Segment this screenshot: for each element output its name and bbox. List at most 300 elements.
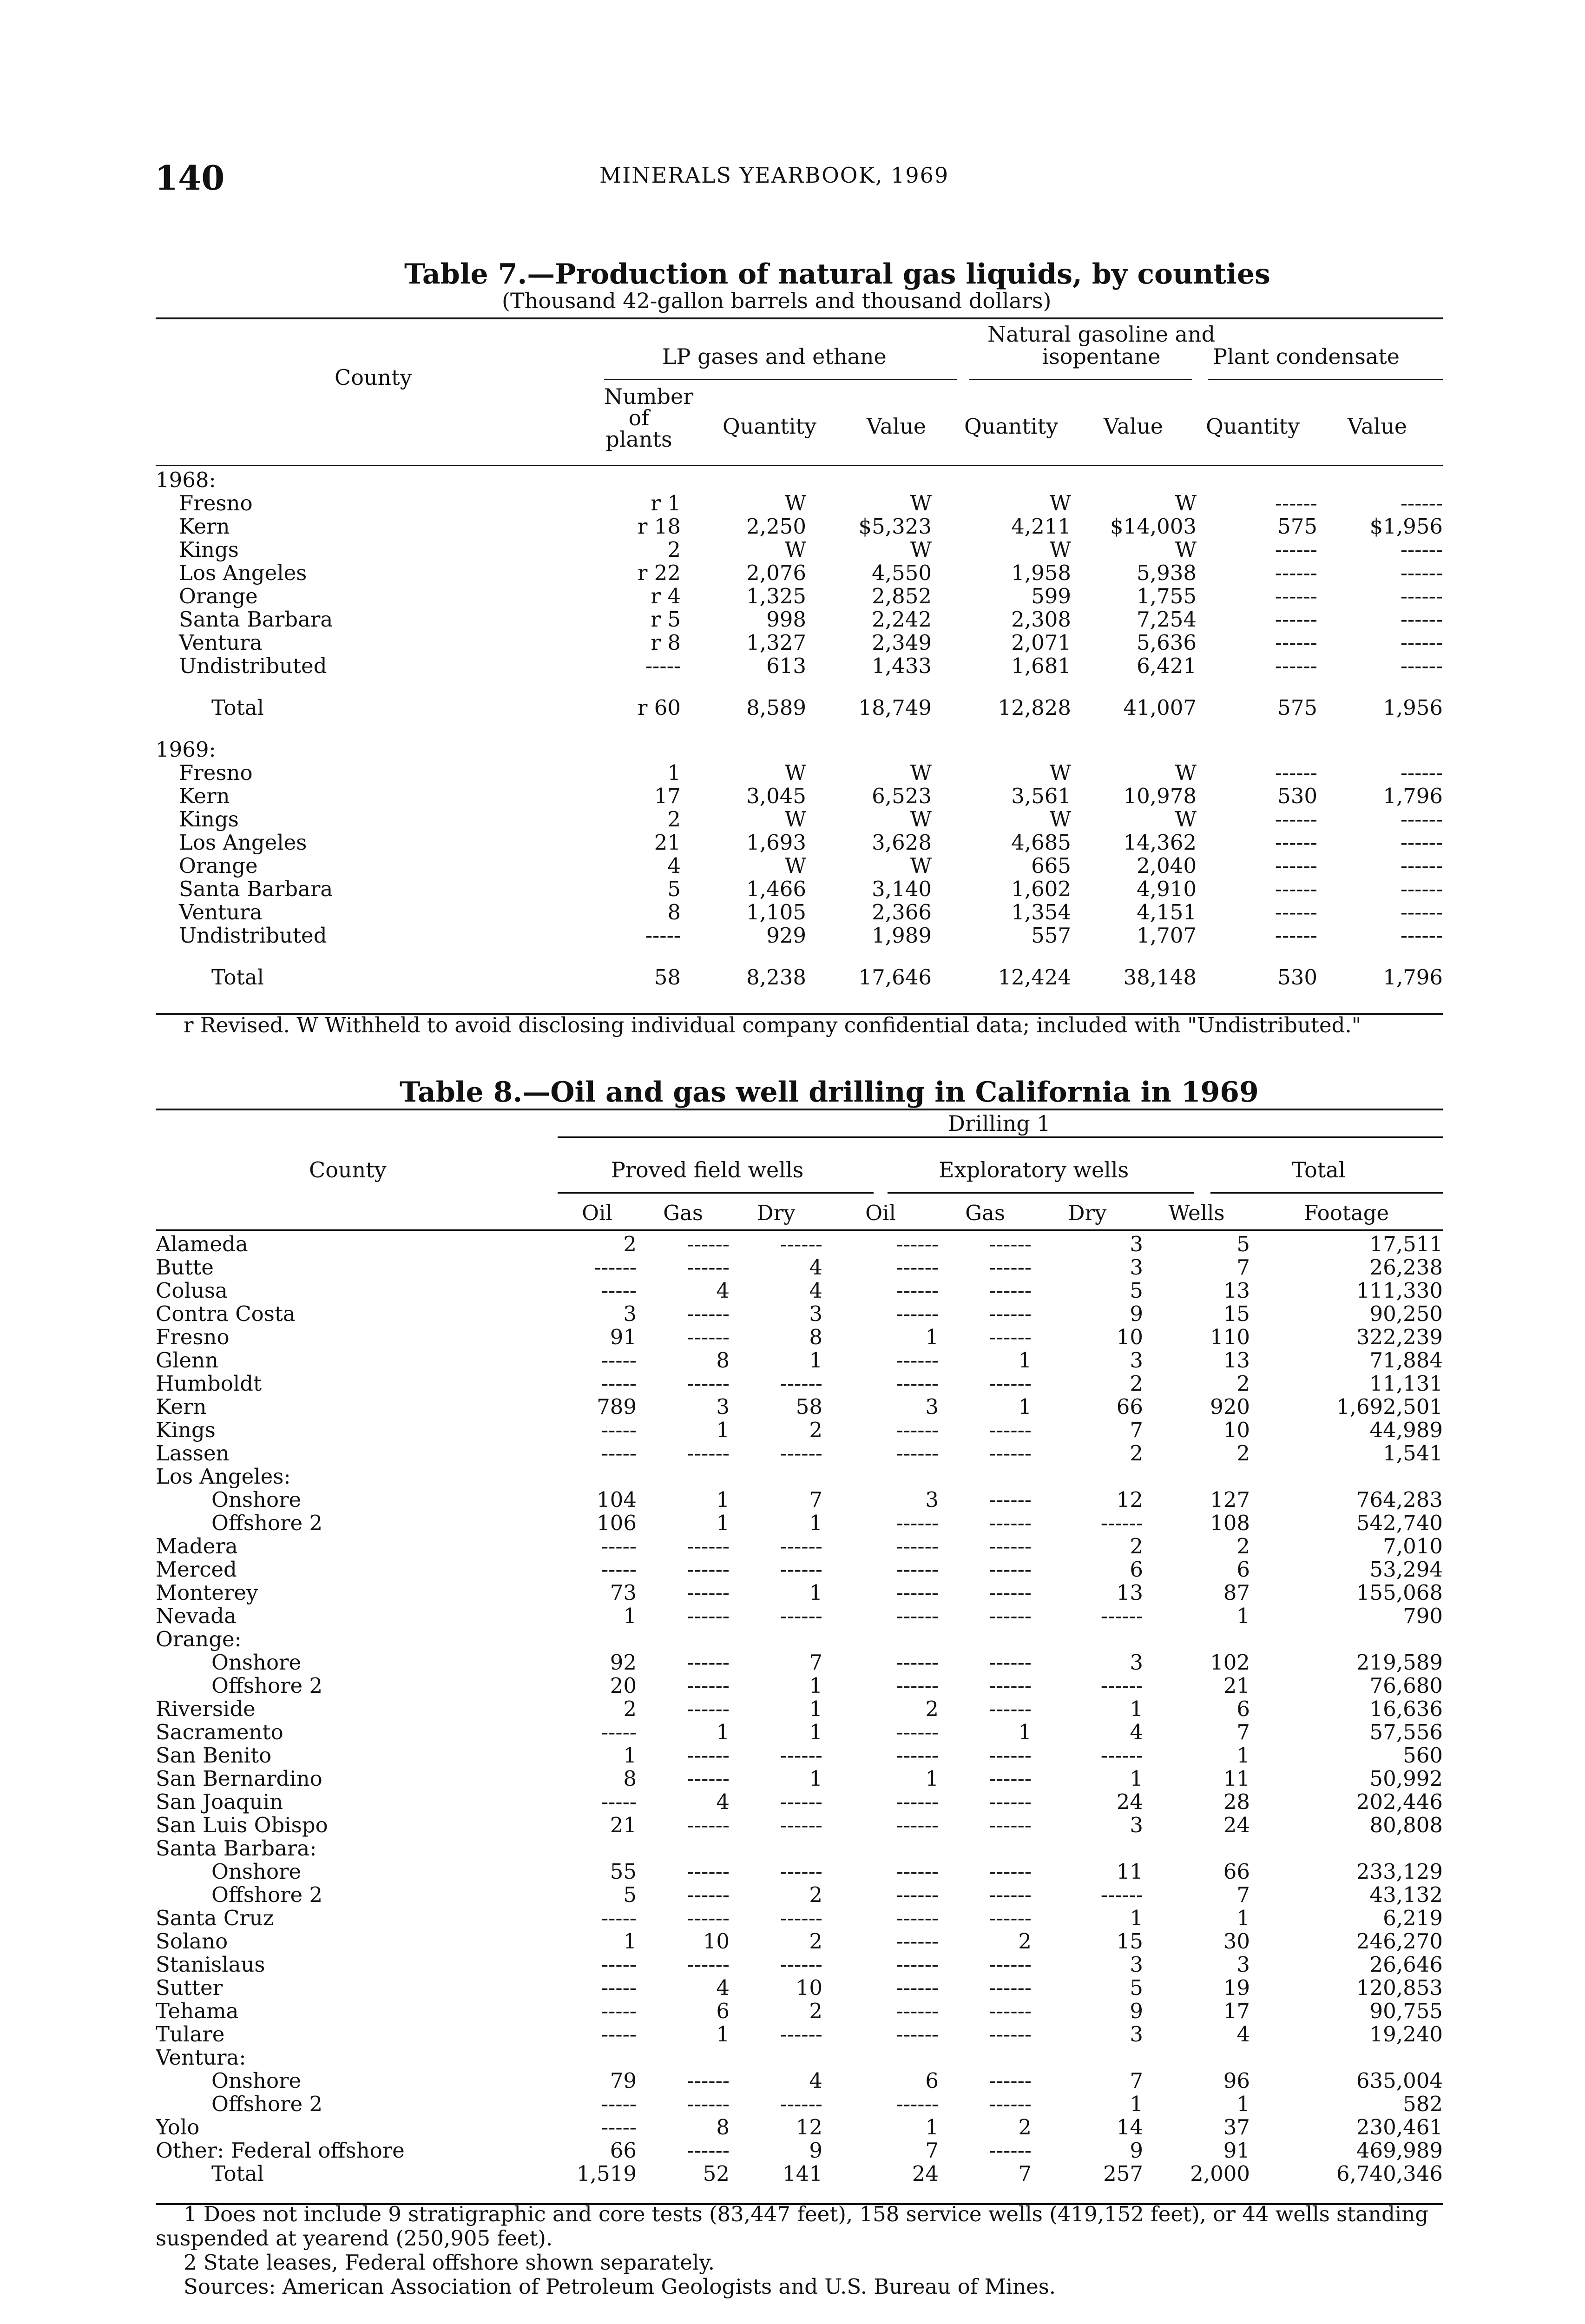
cell-lpv: 2,349 <box>872 631 932 654</box>
cell-wells: 10 <box>1223 1419 1250 1442</box>
table7-ng-rule <box>969 379 1192 380</box>
cell-plants: 1 <box>667 761 681 785</box>
cell-pcq: ------ <box>1275 761 1317 785</box>
county-name: Onshore <box>211 1488 302 1512</box>
cell-pd: 9 <box>809 2139 822 2162</box>
cell-pd: ------ <box>780 2023 822 2046</box>
cell-wells: 19 <box>1223 1976 1250 2000</box>
cell-pd: 1 <box>809 1767 822 1790</box>
table7-body <box>156 469 1443 989</box>
cell-ngq: W <box>1049 538 1071 561</box>
cell-eo: 6 <box>925 2069 939 2093</box>
table-row <box>156 2139 1443 2162</box>
cell-footage: 53,294 <box>1369 1558 1443 1581</box>
cell-eo <box>822 1628 939 1651</box>
cell-pcv: ------ <box>1400 538 1443 561</box>
cell-ed: ------ <box>1100 1604 1143 1628</box>
cell-footage: 26,238 <box>1369 1256 1443 1279</box>
cell-footage: 635,004 <box>1356 2069 1443 2093</box>
cell-footage: 120,853 <box>1356 1976 1443 2000</box>
county-name: Kings <box>179 808 239 831</box>
cell-lpv: $5,323 <box>858 515 932 538</box>
table-row <box>156 1349 1443 1372</box>
cell-eo: ------ <box>896 1883 939 1907</box>
county-name: Onshore <box>211 1651 302 1674</box>
cell-plants: r 4 <box>651 585 681 608</box>
cell-ed: 1 <box>1130 1697 1143 1721</box>
table-row <box>156 2069 1443 2093</box>
cell-po: ----- <box>601 1419 637 1442</box>
cell-ed: 2 <box>1130 1442 1143 1465</box>
cell-pg: ------ <box>687 1953 730 1976</box>
cell-pg: ------ <box>687 1558 730 1581</box>
table8-footnote-1: 1 Does not include 9 stratigraphic and core tests (83,447 feet), 158 service wells (419,152 feet), or 44 wells standing suspended at yearend (250,905 feet). <box>156 2202 1429 2251</box>
cell-pd: ------ <box>780 1535 822 1558</box>
cell-pd: 58 <box>796 1395 822 1419</box>
cell-ngq: W <box>1049 761 1071 785</box>
cell-wells: 11 <box>1223 1767 1250 1790</box>
total-lpv: 18,749 <box>858 696 932 720</box>
cell-po <box>558 1837 637 1860</box>
table7-sub-quantity-ng: Quantity <box>964 414 1059 439</box>
table8-body <box>156 1233 1443 2185</box>
cell-ngq: 2,071 <box>1011 631 1071 654</box>
cell-wells: 108 <box>1210 1512 1250 1535</box>
cell-pd: 2 <box>809 1419 822 1442</box>
cell-wells: 15 <box>1223 1302 1250 1326</box>
cell-ed: 2 <box>1130 1535 1143 1558</box>
cell-footage: 19,240 <box>1369 2023 1443 2046</box>
cell-ed: 5 <box>1130 1976 1143 2000</box>
cell-lpv: 6,523 <box>872 785 932 808</box>
cell-footage: 43,132 <box>1369 1883 1443 1907</box>
cell-eo: ------ <box>896 1721 939 1744</box>
cell-po: 91 <box>610 1326 637 1349</box>
cell-po: ----- <box>601 1535 637 1558</box>
table7-sub-quantity-lp: Quantity <box>723 414 817 439</box>
county-name: Contra Costa <box>156 1302 296 1326</box>
county-name: Offshore 2 <box>211 1883 323 1907</box>
cell-lpq: W <box>784 808 806 831</box>
county-name: Santa Cruz <box>156 1907 274 1930</box>
cell-po: 2 <box>623 1697 637 1721</box>
cell-po: ----- <box>601 1790 637 1814</box>
cell-footage <box>1250 2046 1443 2069</box>
cell-po: ----- <box>601 1953 637 1976</box>
cell-ed: 11 <box>1116 1860 1143 1883</box>
cell-pg: ------ <box>687 1372 730 1395</box>
cell-eg: ------ <box>989 1326 1032 1349</box>
cell-pg: 4 <box>716 1790 730 1814</box>
cell-wells: 1 <box>1236 2093 1250 2116</box>
table7-year-row <box>156 738 1443 761</box>
total-eg: 7 <box>1018 2162 1032 2185</box>
cell-eg <box>939 1465 1032 1488</box>
table-row <box>156 1697 1443 1721</box>
table7-group-pc: Plant condensate <box>1213 344 1400 369</box>
table-row <box>156 1674 1443 1697</box>
county-name: Tehama <box>156 2000 239 2023</box>
cell-lpv: W <box>910 761 932 785</box>
cell-ed: 13 <box>1116 1581 1143 1604</box>
cell-pg: ------ <box>687 1860 730 1883</box>
cell-pcv: ------ <box>1400 761 1443 785</box>
cell-pg <box>637 2046 730 2069</box>
table8-header <box>156 1202 1443 1225</box>
cell-pg: ------ <box>687 1883 730 1907</box>
cell-lpv: 1,433 <box>872 654 932 678</box>
table8-group-total: Total <box>1292 1157 1346 1182</box>
cell-lpq: 2,076 <box>746 561 806 585</box>
cell-eo: ------ <box>896 1790 939 1814</box>
table-row <box>156 878 1443 901</box>
cell-pd: 10 <box>796 1976 822 2000</box>
cell-pcq: 530 <box>1277 785 1317 808</box>
cell-eo: ------ <box>896 1814 939 1837</box>
cell-ed: ------ <box>1100 1674 1143 1697</box>
cell-lpv: W <box>910 808 932 831</box>
table7-year-row <box>156 469 1443 492</box>
cell-footage: 230,461 <box>1356 2116 1443 2139</box>
cell-plants: 5 <box>667 878 681 901</box>
cell-lpq: 2,250 <box>746 515 806 538</box>
cell-pg: 4 <box>716 1279 730 1302</box>
cell-plants: 4 <box>667 854 681 878</box>
table-row <box>156 1604 1443 1628</box>
cell-footage: 17,511 <box>1369 1233 1443 1256</box>
cell-footage: 790 <box>1403 1604 1443 1628</box>
cell-po: ----- <box>601 1442 637 1465</box>
cell-plants: r 18 <box>637 515 681 538</box>
county-name: Lassen <box>156 1442 230 1465</box>
total-ngq: 12,424 <box>998 966 1071 989</box>
county-name: Offshore 2 <box>211 1512 323 1535</box>
cell-eg: ------ <box>989 1558 1032 1581</box>
cell-lpq: W <box>784 538 806 561</box>
table8-proved-rule <box>558 1192 874 1194</box>
cell-wells: 7 <box>1236 1883 1250 1907</box>
cell-po: ----- <box>601 1279 637 1302</box>
cell-ed: ------ <box>1100 1883 1143 1907</box>
cell-ed: 1 <box>1130 2093 1143 2116</box>
table7-title: Table 7.—Production of natural gas liquids, by counties <box>404 258 1270 290</box>
cell-pg: ------ <box>687 1814 730 1837</box>
cell-ngv: $14,003 <box>1110 515 1197 538</box>
county-name: Fresno <box>156 1326 230 1349</box>
cell-po: ----- <box>601 2023 637 2046</box>
table8-sub-dry-proved: Dry <box>756 1202 796 1225</box>
cell-po: 789 <box>597 1395 637 1419</box>
cell-pcv: ------ <box>1400 924 1443 947</box>
cell-pg: ------ <box>687 1907 730 1930</box>
cell-pd <box>730 1465 822 1488</box>
cell-pd: 7 <box>809 1488 822 1512</box>
cell-pg: ------ <box>687 1604 730 1628</box>
table-row <box>156 1628 1443 1651</box>
cell-eg: ------ <box>989 2023 1032 2046</box>
cell-po: ----- <box>601 2000 637 2023</box>
cell-ed: 5 <box>1130 1279 1143 1302</box>
total-pcq: 530 <box>1277 966 1317 989</box>
county-name: Glenn <box>156 1349 218 1372</box>
cell-pd: ------ <box>780 1744 822 1767</box>
total-lpv: 17,646 <box>858 966 932 989</box>
table8-total-rule <box>1210 1192 1443 1194</box>
cell-pg: ------ <box>687 2093 730 2116</box>
cell-lpq: 1,105 <box>746 901 806 924</box>
table-row <box>156 1953 1443 1976</box>
cell-ngq: 3,561 <box>1011 785 1071 808</box>
cell-eo: ------ <box>896 1651 939 1674</box>
cell-eo: ------ <box>896 1604 939 1628</box>
county-name: Yolo <box>156 2116 200 2139</box>
county-name: Offshore 2 <box>211 2093 323 2116</box>
cell-pg: 6 <box>716 2000 730 2023</box>
cell-wells: 127 <box>1210 1488 1250 1512</box>
table-row <box>156 808 1443 831</box>
cell-eo: ------ <box>896 1512 939 1535</box>
cell-pg: 3 <box>716 1395 730 1419</box>
total-ngq: 12,828 <box>998 696 1071 720</box>
table-row <box>156 492 1443 515</box>
cell-plants: ----- <box>645 924 681 947</box>
cell-wells: 1 <box>1236 1744 1250 1767</box>
cell-footage: 90,755 <box>1369 2000 1443 2023</box>
cell-lpv: 2,242 <box>872 608 932 631</box>
cell-pcq: ------ <box>1275 901 1317 924</box>
cell-pcq: ------ <box>1275 631 1317 654</box>
cell-ed: 10 <box>1116 1326 1143 1349</box>
county-name: Fresno <box>179 761 253 785</box>
total-po: 1,519 <box>577 2162 637 2185</box>
cell-po: 104 <box>597 1488 637 1512</box>
cell-po: 79 <box>610 2069 637 2093</box>
cell-ngq: 1,602 <box>1011 878 1071 901</box>
table-row <box>156 1860 1443 1883</box>
cell-ed: 2 <box>1130 1372 1143 1395</box>
cell-ngv: W <box>1175 538 1197 561</box>
table8-drilling-rule <box>558 1136 1443 1138</box>
cell-footage: 26,646 <box>1369 1953 1443 1976</box>
cell-ed: ------ <box>1100 1744 1143 1767</box>
cell-po: 8 <box>623 1767 637 1790</box>
cell-eo: ------ <box>896 1860 939 1883</box>
table-row <box>156 1814 1443 1837</box>
cell-po: 3 <box>623 1302 637 1326</box>
table-row <box>156 538 1443 561</box>
total-plants: r 60 <box>637 696 681 720</box>
cell-lpq: 3,045 <box>746 785 806 808</box>
cell-ngq: W <box>1049 492 1071 515</box>
cell-footage: 560 <box>1403 1744 1443 1767</box>
cell-wells: 6 <box>1236 1697 1250 1721</box>
total-row <box>156 696 1443 720</box>
table7-sub-plants: Number of plants <box>604 384 694 452</box>
cell-plants: 8 <box>667 901 681 924</box>
cell-pcq: ------ <box>1275 654 1317 678</box>
total-label: Total <box>211 696 264 720</box>
cell-eg: ------ <box>989 2069 1032 2093</box>
total-eo: 24 <box>912 2162 939 2185</box>
cell-pd: 7 <box>809 1651 822 1674</box>
cell-plants: 17 <box>654 785 681 808</box>
table8-title: Table 8.—Oil and gas well drilling in California in 1969 <box>400 1076 1259 1109</box>
cell-ngv: 4,910 <box>1137 878 1197 901</box>
cell-eg: ------ <box>989 1233 1032 1256</box>
table7-header-rule <box>156 465 1443 466</box>
cell-footage: 76,680 <box>1369 1674 1443 1697</box>
cell-ngv: 10,978 <box>1123 785 1197 808</box>
table-row <box>156 1279 1443 1302</box>
cell-plants: 2 <box>667 538 681 561</box>
cell-pcv: ------ <box>1400 901 1443 924</box>
cell-pd: 1 <box>809 1512 822 1535</box>
cell-eg: ------ <box>989 1814 1032 1837</box>
cell-wells: 110 <box>1210 1326 1250 1349</box>
table7-sub-quantity-pc: Quantity <box>1206 414 1300 439</box>
table-row <box>156 1372 1443 1395</box>
cell-eg: ------ <box>989 1535 1032 1558</box>
cell-pcv: ------ <box>1400 808 1443 831</box>
cell-ngv: 7,254 <box>1137 608 1197 631</box>
county-name: Other: Federal offshore <box>156 2139 405 2162</box>
cell-eg: ------ <box>989 1512 1032 1535</box>
cell-eo: ------ <box>896 1442 939 1465</box>
cell-ngq: 4,685 <box>1011 831 1071 854</box>
table7-col-county: County <box>335 365 412 390</box>
table7-top-rule <box>156 317 1443 319</box>
cell-po: 1 <box>623 1604 637 1628</box>
cell-ngq: W <box>1049 808 1071 831</box>
county-name: Ventura <box>179 631 263 654</box>
cell-pd: ------ <box>780 1790 822 1814</box>
cell-pcv: ------ <box>1400 878 1443 901</box>
cell-eg: ------ <box>989 1372 1032 1395</box>
cell-wells: 6 <box>1236 1558 1250 1581</box>
cell-eo <box>822 2046 939 2069</box>
cell-eo: ------ <box>896 2093 939 2116</box>
cell-pd: 12 <box>796 2116 822 2139</box>
cell-footage: 1,692,501 <box>1336 1395 1443 1419</box>
cell-pcq: ------ <box>1275 854 1317 878</box>
table-row <box>156 854 1443 878</box>
cell-footage: 6,219 <box>1383 1907 1443 1930</box>
cell-eo: ------ <box>896 2023 939 2046</box>
table7-group-ng: Natural gasoline and isopentane <box>987 322 1216 369</box>
cell-lpv: W <box>910 854 932 878</box>
cell-pcv: ------ <box>1400 631 1443 654</box>
table7-spacer <box>156 720 1443 738</box>
cell-pg: ------ <box>687 1535 730 1558</box>
cell-ed: 1 <box>1130 1907 1143 1930</box>
table-row <box>156 1907 1443 1930</box>
table7-group-lp: LP gases and ethane <box>662 344 887 369</box>
cell-pg: 1 <box>716 1721 730 1744</box>
table-row <box>156 2093 1443 2116</box>
cell-footage: 50,992 <box>1369 1767 1443 1790</box>
cell-lpq: W <box>784 761 806 785</box>
cell-wells: 7 <box>1236 1256 1250 1279</box>
cell-eg: ------ <box>989 1860 1032 1883</box>
cell-ngv: 4,151 <box>1137 901 1197 924</box>
table-row <box>156 1395 1443 1419</box>
county-name: Riverside <box>156 1697 256 1721</box>
table8-top-rule <box>156 1109 1443 1110</box>
cell-ed <box>1032 2046 1143 2069</box>
cell-ngq: 1,354 <box>1011 901 1071 924</box>
cell-eo <box>822 1465 939 1488</box>
cell-eo: 1 <box>925 1326 939 1349</box>
cell-po: 106 <box>597 1512 637 1535</box>
county-name: Kern <box>179 515 230 538</box>
cell-pd: ------ <box>780 1907 822 1930</box>
cell-footage: 71,884 <box>1369 1349 1443 1372</box>
cell-ngv: 5,636 <box>1137 631 1197 654</box>
table8-sub-oil-proved: Oil <box>582 1202 612 1225</box>
cell-lpq: 1,325 <box>746 585 806 608</box>
cell-ngq: 2,308 <box>1011 608 1071 631</box>
table-row <box>156 761 1443 785</box>
running-head: MINERALS YEARBOOK, 1969 <box>599 163 949 188</box>
cell-ed: 12 <box>1116 1488 1143 1512</box>
cell-lpq: 929 <box>766 924 806 947</box>
cell-ed: ------ <box>1100 1512 1143 1535</box>
cell-footage: 233,129 <box>1356 1860 1443 1883</box>
cell-po: 2 <box>623 1233 637 1256</box>
cell-po: 1 <box>623 1930 637 1953</box>
cell-eg: 1 <box>1018 1349 1032 1372</box>
county-name: Solano <box>156 1930 228 1953</box>
county-name: Offshore 2 <box>211 1674 323 1697</box>
cell-lpv: 3,628 <box>872 831 932 854</box>
cell-lpq: 1,693 <box>746 831 806 854</box>
county-name: Onshore <box>211 1860 302 1883</box>
table8-group-expl: Exploratory wells <box>939 1157 1129 1182</box>
table-row <box>156 608 1443 631</box>
cell-wells: 30 <box>1223 1930 1250 1953</box>
cell-ngq: 1,958 <box>1011 561 1071 585</box>
county-name: Alameda <box>156 1233 248 1256</box>
table-row <box>156 1651 1443 1674</box>
cell-po: ----- <box>601 1349 637 1372</box>
table-row <box>156 2116 1443 2139</box>
cell-pg: 1 <box>716 1488 730 1512</box>
cell-footage <box>1250 1837 1443 1860</box>
cell-ngv: W <box>1175 492 1197 515</box>
cell-pg: ------ <box>687 1767 730 1790</box>
cell-ngv: W <box>1175 761 1197 785</box>
county-name: Kern <box>179 785 230 808</box>
table-row <box>156 1488 1443 1512</box>
page-number: 140 <box>155 158 225 198</box>
cell-ngv: W <box>1175 808 1197 831</box>
table-row <box>156 1883 1443 1907</box>
county-name: Undistributed <box>179 924 327 947</box>
cell-pcv: ------ <box>1400 654 1443 678</box>
county-name: Merced <box>156 1558 237 1581</box>
cell-po: 1 <box>623 1744 637 1767</box>
cell-eg: ------ <box>989 1442 1032 1465</box>
table7-sub-value-pc: Value <box>1348 414 1407 439</box>
table8-expl-rule <box>888 1192 1194 1194</box>
cell-ed <box>1032 1628 1143 1651</box>
cell-wells: 24 <box>1223 1814 1250 1837</box>
cell-ed: 3 <box>1130 1349 1143 1372</box>
county-name: San Joaquin <box>156 1790 283 1814</box>
cell-ngv: 5,938 <box>1137 561 1197 585</box>
table-row <box>156 654 1443 678</box>
cell-eo: ------ <box>896 1302 939 1326</box>
